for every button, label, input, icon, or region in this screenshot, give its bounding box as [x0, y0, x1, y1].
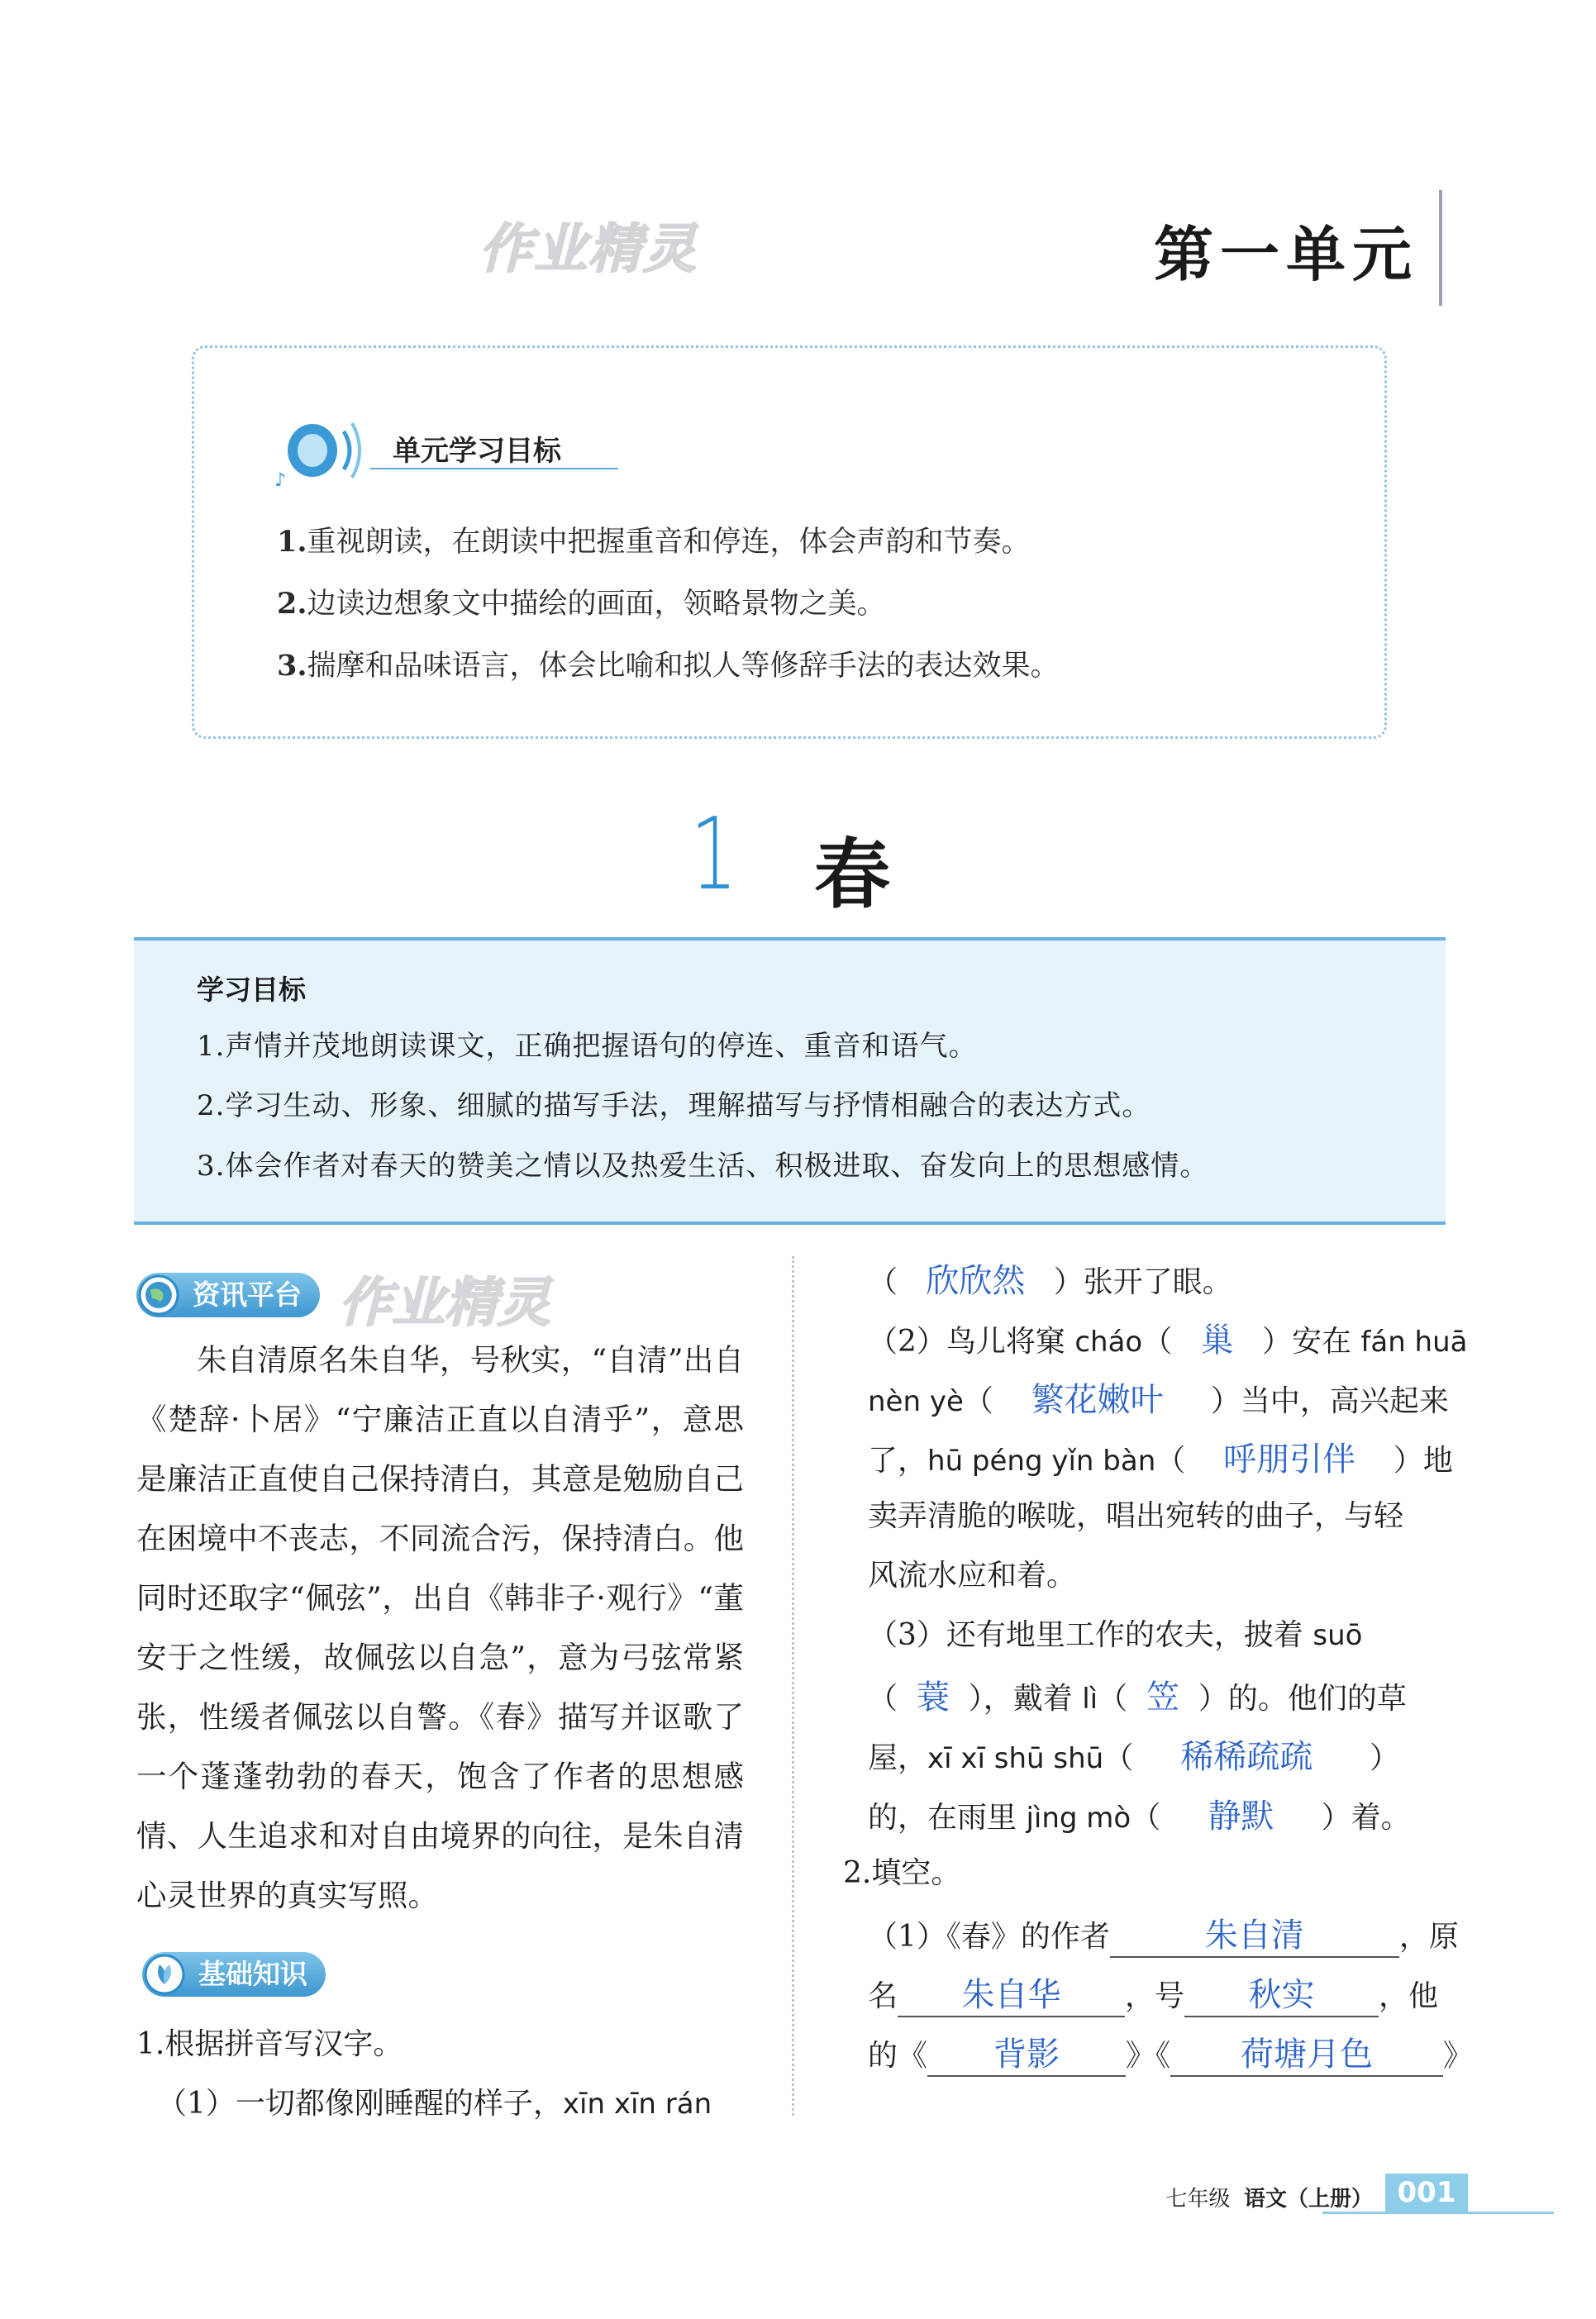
- leaf-icon: [143, 1953, 186, 1996]
- question-2-1: （1）《春》的作者 朱自清 ，原: [868, 1909, 1446, 1958]
- question-1-2: （2）鸟儿将窠 cháo（ 巢 ）安在 fán huā: [868, 1321, 1468, 1359]
- answer: 蓑: [916, 1679, 950, 1717]
- question-1-1: （1）一切都像刚睡醒的样子，xīn xīn rán: [157, 2087, 712, 2121]
- info-badge: 资讯平台: [136, 1273, 320, 1317]
- heading-underline: [370, 468, 618, 469]
- question-1-1-cont: （ 欣欣然 ）张开了眼。: [868, 1262, 1232, 1300]
- page-number: 001: [1385, 2174, 1468, 2212]
- lesson-number: 1: [690, 798, 738, 912]
- question-1-3-line3: 屋，xī xī shū shū（ 稀稀疏疏 ）: [868, 1738, 1400, 1776]
- watermark: 作业精灵: [479, 219, 698, 280]
- answer: 荷塘月色: [1241, 2036, 1374, 2074]
- answer: 秋实: [1248, 1976, 1315, 2014]
- info-text: 朱自清原名朱自华，号秋实，“自清”出自《楚辞·卜居》“宁廉洁正直以自清乎”，意思是廉洁正直使自己保持清白，其意是勉励自己在困境中不丧志，不同流合污，保持清白。他同时还取字“佩弦”，出自《韩非子·观行》“董安于之性缓，故佩弦以自急”，意为弓弦常紧张，性缓者佩弦以自警。《春》描写并讴歌了一个蓬蓬勃勃的春天，饱含了作者的思想感情、人生追求和对自由境界的向往，是朱自清心灵世界的真实写照。: [136, 1342, 744, 1913]
- unit-divider: [1439, 190, 1442, 306]
- question-1-2-line3: 了，hū péng yǐn bàn（ 呼朋引伴 ）地: [868, 1440, 1453, 1479]
- answer: 呼朋引伴: [1223, 1440, 1356, 1479]
- unit-title: 第一单元: [1153, 220, 1418, 289]
- question-2-1-line3: 的《 背影 》《 荷塘月色 》: [868, 2028, 1446, 2077]
- speaker-icon: [273, 413, 364, 488]
- basics-badge: 基础知识: [142, 1952, 326, 1997]
- answer: 欣欣然: [926, 1262, 1026, 1300]
- watermark: 作业精灵: [339, 1273, 550, 1334]
- unit-goal-item: 3.揣摩和品味语言，体会比喻和拟人等修辞手法的表达效果。: [277, 649, 1060, 683]
- question-1-3-line4: 的，在雨里 jìng mò（ 静默 ）着。: [868, 1798, 1411, 1836]
- unit-goals-heading: 单元学习目标: [393, 435, 561, 468]
- answer: 稀稀疏疏: [1180, 1738, 1313, 1776]
- question-2: 2.填空。: [843, 1856, 961, 1890]
- objective-item: 3.体会作者对春天的赞美之情以及热爱生活、积极进取、奋发向上的思想感情。: [197, 1150, 1209, 1183]
- answer: 巢: [1200, 1321, 1234, 1359]
- unit-goal-item: 2.边读边想象文中描绘的画面，领略景物之美。: [277, 587, 886, 621]
- column-divider: [792, 1256, 794, 2116]
- answer: 朱自华: [961, 1976, 1061, 2014]
- footer-text: 七年级 语文（上册）: [1165, 2187, 1373, 2212]
- answer: 繁花嫩叶: [1031, 1381, 1164, 1419]
- svg-text:♪: ♪: [274, 470, 287, 488]
- question-1-2-line5: 风流水应和着。: [868, 1559, 1077, 1593]
- question-1: 1.根据拼音写汉字。: [136, 2027, 403, 2061]
- answer: 朱自清: [1204, 1917, 1304, 1955]
- unit-goal-item: 1.重视朗读，在朗读中把握重音和停连，体会声韵和节奏。: [277, 525, 1031, 559]
- lesson-title: 春: [814, 830, 891, 919]
- question-1-3: （3）还有地里工作的农夫，披着 suō: [868, 1618, 1363, 1652]
- objective-item: 1.声情并茂地朗读课文，正确把握语句的停连、重音和语气。: [197, 1030, 978, 1063]
- question-2-1-line2: 名 朱自华 ，号 秋实 ，他: [868, 1969, 1446, 2017]
- question-1-2-line4: 卖弄清脆的喉咙，唱出宛转的曲子，与轻: [868, 1499, 1404, 1533]
- objective-item: 2.学习生动、形象、细腻的描写手法，理解描写与抒情相融合的表达方式。: [197, 1089, 1151, 1122]
- answer: 静默: [1208, 1798, 1274, 1836]
- answer: 背影: [993, 2036, 1060, 2074]
- question-1-3-line2: （ 蓑 ），戴着 lì（ 笠 ）的。他们的草: [868, 1679, 1407, 1717]
- question-1-2-line2: nèn yè（ 繁花嫩叶 ）当中，高兴起来: [868, 1381, 1449, 1419]
- globe-icon: [137, 1274, 180, 1317]
- answer: 笠: [1146, 1679, 1180, 1717]
- footer-line: [1322, 2212, 1554, 2214]
- objectives-heading: 学习目标: [197, 974, 306, 1006]
